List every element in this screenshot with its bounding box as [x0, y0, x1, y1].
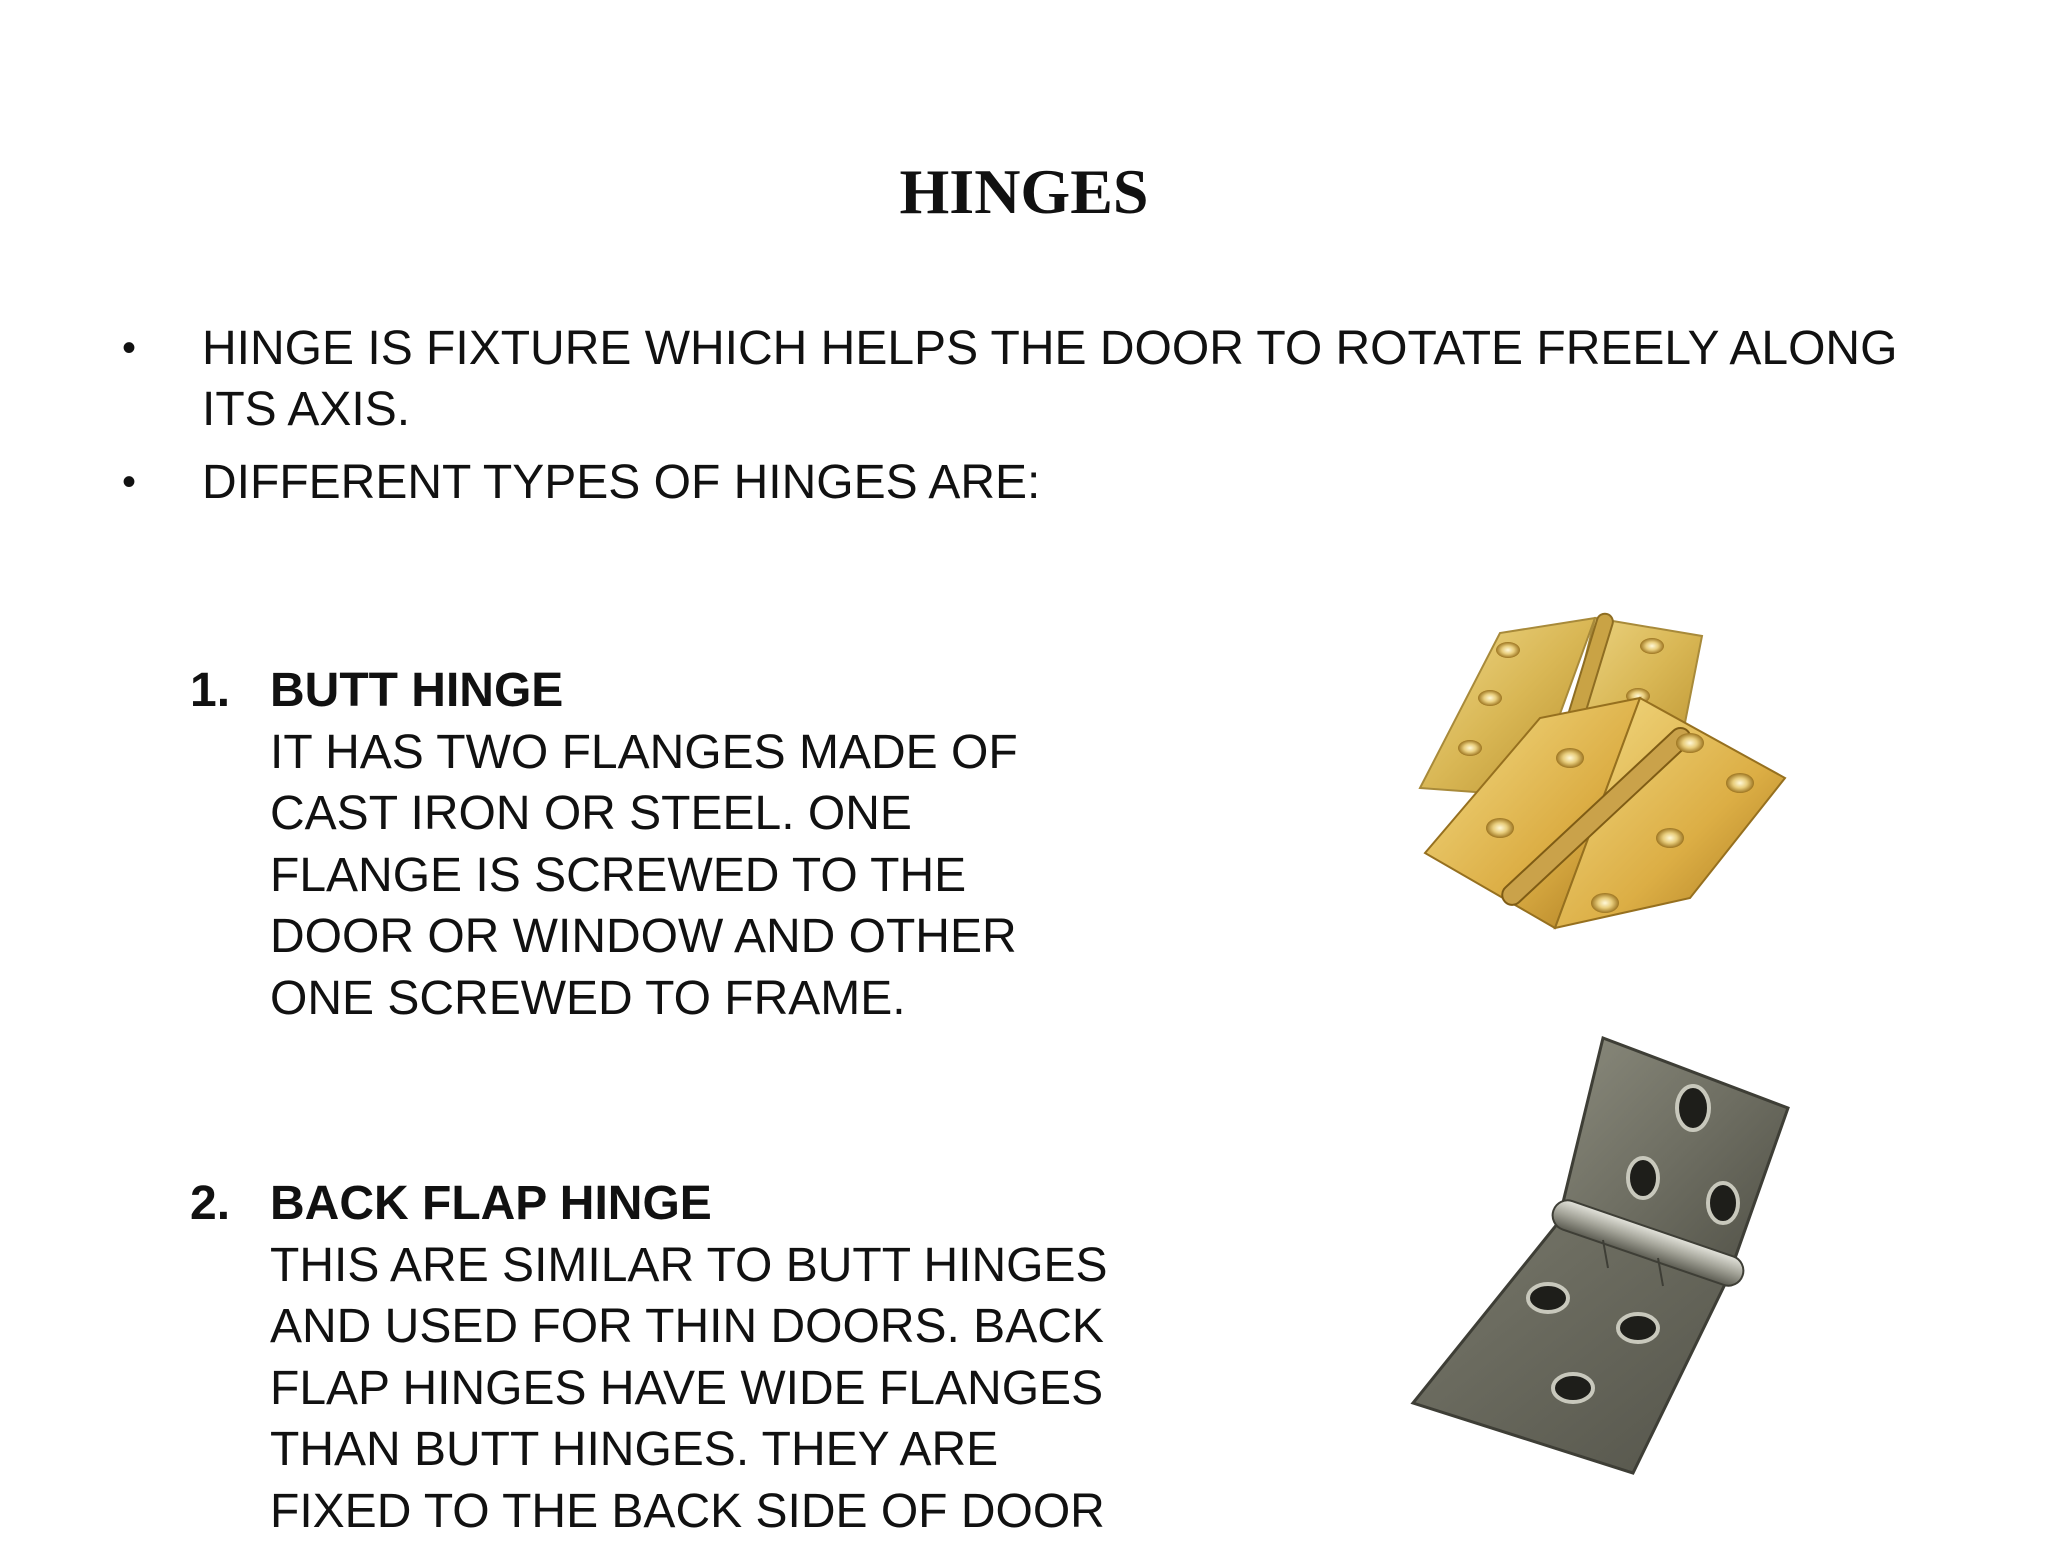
item-description: IT HAS TWO FLANGES MADE OF CAST IRON OR STEEL. ONE FLANGE IS SCREWED TO THE DOOR OR WINDOW AND OTHER ONE SCREWED TO FRAME.: [190, 722, 1190, 1030]
bullet-dot-icon: •: [122, 452, 136, 513]
bullet-dot-icon: •: [122, 318, 136, 379]
item-number: 1.: [190, 660, 270, 722]
bullet-text: DIFFERENT TYPES OF HINGES ARE:: [202, 456, 1040, 509]
item-name: BUTT HINGE: [270, 660, 563, 722]
butt-hinge-icon: [1390, 598, 1830, 948]
item-number: 2.: [190, 1173, 270, 1235]
bullet-item: [110, 452, 1910, 513]
hinge-type-back-flap: [190, 1173, 1190, 1542]
item-description: THIS ARE SIMILAR TO BUTT HINGES AND USED FOR THIN DOORS. BACK FLAP HINGES HAVE WIDE FLANGES THAN BUTT HINGES. THEY ARE FIXED TO THE BACK SIDE OF DOOR: [190, 1235, 1190, 1542]
hinge-type-butt: [190, 660, 1190, 1029]
item-heading: [190, 1173, 1190, 1235]
bullet-item: [110, 318, 1910, 440]
bullet-list: [110, 318, 1910, 525]
item-name: BACK FLAP HINGE: [270, 1173, 712, 1235]
bullet-text: HINGE IS FIXTURE WHICH HELPS THE DOOR TO ROTATE FREELY ALONG ITS AXIS.: [202, 322, 1897, 436]
item-heading: [190, 660, 1190, 722]
back-flap-hinge-icon: [1398, 1028, 1798, 1488]
slide-title: HINGES: [0, 152, 2048, 232]
